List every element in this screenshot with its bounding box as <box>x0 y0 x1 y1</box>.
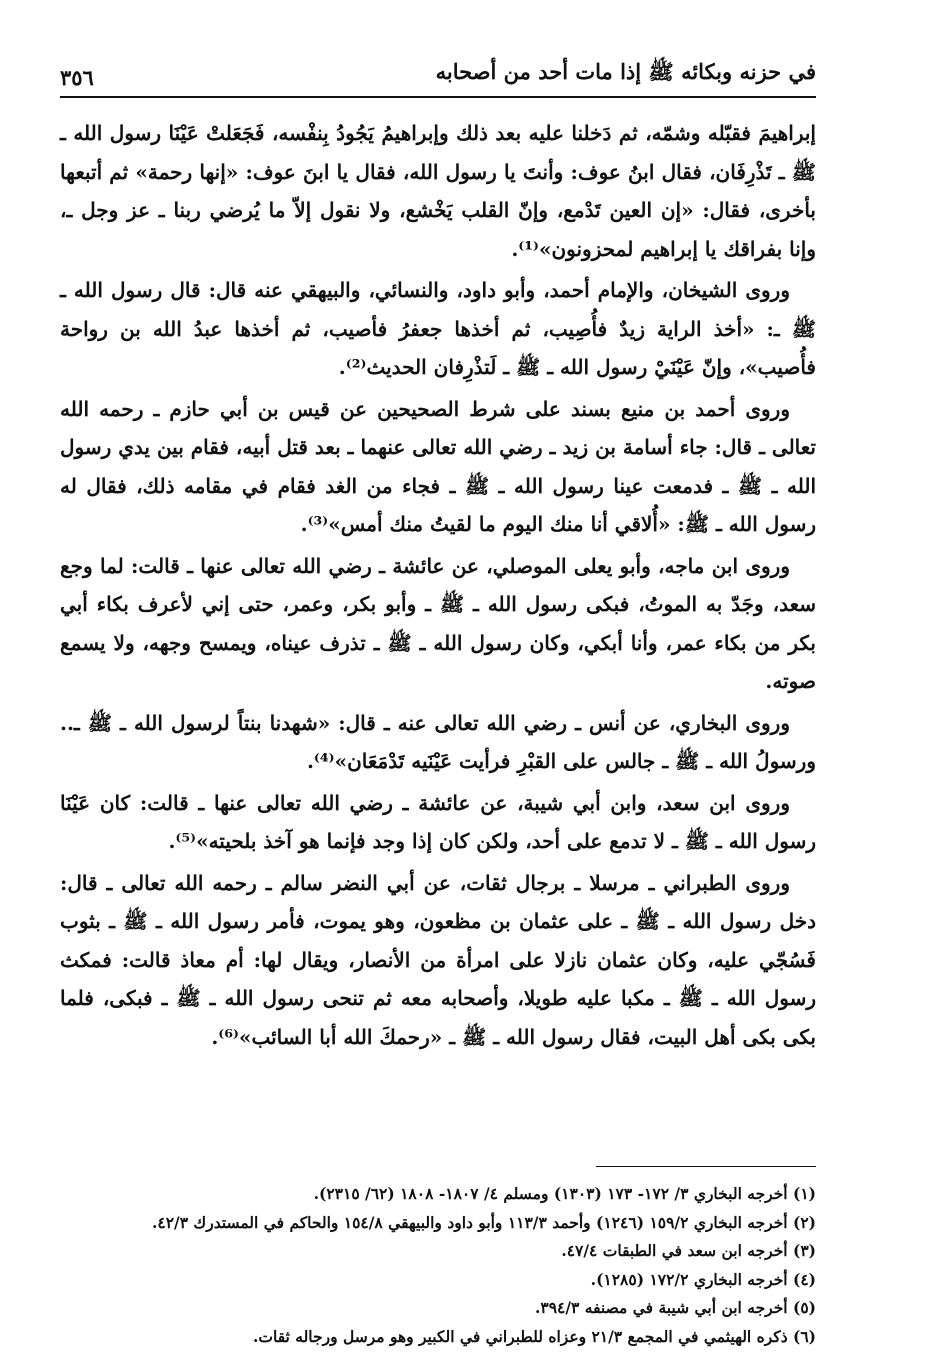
running-title: في حزنه وبكائه ﷺ إذا مات أحد من أصحابه <box>435 59 816 84</box>
paragraph: وروى الطبراني ـ مرسلا ـ برجال ثقات، عن أبي النضر سالم ـ رحمه الله تعالى ـ قال: دخل رسول الله ـ ﷺ ـ على عثمان بن مظعون، وهو يموت، فأمر رسول الله ـ ﷺ ـ بثوب فَسُجّي عليه، وكان عثمان نازلا على امرأة من الأنصار، ويقال لها: أم معاذ قالت: فمكث رسول الله ـ ﷺ ـ مكبا عليه طويلا، وأصحابه معه ثم تنحى رسول الله ـ ﷺ ـ فبكى، فلما بكى بكى أهل البيت، فقال رسول الله ـ ﷺ ـ «رحمكَ الله أبا السائب»⁽⁶⁾. <box>60 870 816 1049</box>
page-header <box>60 40 816 94</box>
footnote: (٥) أخرجه ابن أبي شيبة في مصنفه ٣٩٤/٣. <box>535 1298 816 1318</box>
footnote: (٣) أخرجه ابن سعد في الطبقات ٤٧/٤. <box>561 1241 816 1261</box>
paragraph: إبراهيمَ فقبّله وشمّه، ثم دَخلنا عليه بعد ذلك وإبراهيمُ يَجُودُ بِنفْسه، فَجَعَلتْ عَيْنَا رسول الله ـ ﷺ ـ تَذْرِفَان، فقال ابنُ عوف: وأنتَ يا رسول الله، فقال يا ابنَ عوف: «إنها رحمة» ثم أتبعها بأخرى، فقال: «إن العين تَدْمع، وإنّ القلب يَخْشع، ولا نقول إلاّ ما يُرضي ربنا ـ عز وجل ـ، وإنا بفراقك يا إبراهيم لمحزونون»⁽¹⁾. <box>60 121 816 261</box>
paragraph: وروى الشيخان، والإمام أحمد، وأبو داود، والنسائي، والبيهقي عنه قال: قال رسول الله ـ ﷺ ـ: «أخذ الراية زيدٌ فأُصِيب، ثم أخذها جعفرُ فأصيب، ثم أخذها عبدُ الله بن رواحة فأُصيب»، وإنّ عَيْنَيْ رسول الله ـ ﷺ ـ لَتذْرِفان الحديث⁽²⁾. <box>60 278 816 379</box>
main-text <box>60 114 816 1059</box>
paragraph: وروى ابن سعد، وابن أبي شيبة، عن عائشة ـ رضي الله تعالى عنها ـ قالت: كان عَيْنَا رسول الله ـ ﷺ ـ لا تدمع على أحد، ولكن كان إذا وجد فإنما هو آخذ بلحيته»⁽⁵⁾. <box>60 790 816 853</box>
page-number: ٣٥٦ <box>60 65 94 90</box>
footnote: (٤) أخرجه البخاري ١٧٢/٢ (١٢٨٥). <box>590 1269 816 1289</box>
footnote: (٢) أخرجه البخاري ١٥٩/٢ (١٢٤٦) وأحمد ١١٣/٣ وأبو داود والبيهقي ١٥٤/٨ والحاكم في المستدرك ٤٢/٣. <box>151 1212 816 1232</box>
book-page <box>60 40 816 1346</box>
paragraph: وروى البخاري، عن أنس ـ رضي الله تعالى عنه ـ قال: «شهدنا بنتاً لرسول الله ـ ﷺ ـ.. ورسولُ الله ـ ﷺ ـ جالس على القبْرِ فرأيت عَيْنَيه تَدْمَعَان»⁽⁴⁾. <box>60 710 816 773</box>
paragraph: وروى أحمد بن منيع بسند على شرط الصحيحين عن قيس بن أبي حازم ـ رحمه الله تعالى ـ قال: جاء أسامة بن زيد ـ رضي الله تعالى عنهما ـ بعد قتل أبيه، فقام بين يدي رسول الله ـ ﷺ ـ فدمعت عينا رسول الله ـ ﷺ ـ فجاء من الغد فقام في مقامه ذلك، فقال له رسول الله ـ ﷺ: «أُلاقي أنا منك اليوم ما لقيتُ منك أمس»⁽³⁾. <box>60 396 816 536</box>
footnote: (٦) ذكره الهيثمي في المجمع ٢١/٣ وعزاه للطبراني في الكبير وهو مرسل ورجاله ثقات. <box>253 1326 816 1346</box>
footnote: (١) أخرجه البخاري ٣/ ١٧٢- ١٧٣ (١٣٠٣) ومسلم ٤/ ١٨٠٧- ١٨٠٨ (٦٢/ ٢٣١٥). <box>313 1184 816 1203</box>
paragraph: وروى ابن ماجه، وأبو يعلى الموصلي، عن عائشة ـ رضي الله تعالى عنها ـ قالت: لما وجع سعد، وجَدّ به الموتُ، فبكى رسول الله ـ ﷺ ـ وأبو بكر، وعمر، حتى إني لأعرف بكاء أبي بكر من بكاء عمر، وأنا أبكي، وكان رسول الله ـ ﷺ ـ تذرف عيناه، ويمسح وجهه، ولا يسمع صوته. <box>60 553 816 693</box>
footnotes <box>60 1180 816 1352</box>
footnote-rule <box>596 1166 816 1167</box>
header-rule <box>60 96 816 98</box>
